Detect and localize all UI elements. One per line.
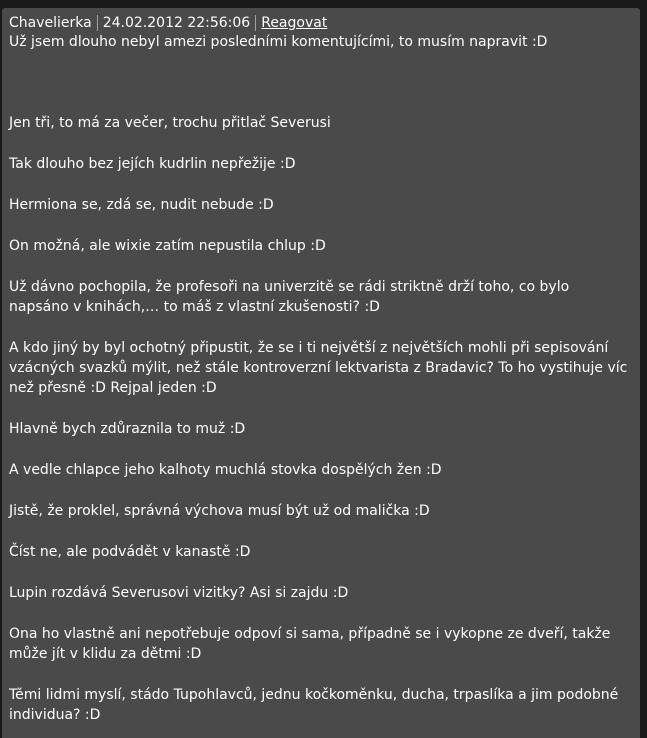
comment-paragraph: Tak dlouho bez jejích kudrlin nepřežije :D	[9, 156, 296, 172]
comment-paragraph: A vedle chlapce jeho kalhoty muchlá stovka dospělých žen :D	[9, 462, 442, 478]
comment-box	[2, 8, 640, 738]
comment-paragraph: On možná, ale wixie zatím nepustila chlup :D	[9, 238, 326, 254]
comment-paragraph: Jen tři, to má za večer, trochu přitlač Severusi	[9, 115, 331, 131]
header-divider	[97, 15, 98, 31]
comment-paragraph: Lupin rozdává Severusovi vizitky? Asi si zajdu :D	[9, 585, 349, 601]
comment-paragraph: Už dávno pochopila, že profesoři na univerzitě se rádi striktně drží toho, co bylo napsáno v knihách,… to máš z vlastní zkušenosti? :D	[9, 279, 570, 315]
comment-header	[9, 14, 632, 32]
comment-paragraph: Hlavně bych zdůraznila to muž :D	[9, 421, 246, 437]
header-divider	[255, 15, 256, 31]
comment-body	[9, 32, 632, 725]
comment-paragraph: Hermiona se, zdá se, nudit nebude :D	[9, 197, 274, 213]
reply-link[interactable]: Reagovat	[261, 15, 328, 31]
comment-paragraph: A kdo jiný by byl ochotný připustit, že se i ti největší z největších mohli při sepisování vzácných svazků mýlit, než stále kontroverzní lektvarista z Bradavic? To ho vystihuje víc než přesně :D Rejpal jeden :D	[9, 340, 628, 396]
comment-paragraph: Těmi lidmi myslí, stádo Tupohlavců, jednu kočkoměnku, ducha, trpaslíka a jim podobné individua? :D	[9, 687, 619, 723]
comment-author: Chavelierka	[9, 15, 92, 31]
comment-paragraph: Ona ho vlastně ani nepotřebuje odpoví si sama, případně se i vykopne ze dveří, takže může jít v klidu za dětmi :D	[9, 626, 611, 662]
comment-paragraph: Číst ne, ale podvádět v kanastě :D	[9, 544, 251, 560]
comment-paragraph: Jistě, že proklel, správná výchova musí být už od malička :D	[9, 503, 430, 519]
comment-paragraph: Už jsem dlouho nebyl amezi posledními komentujícími, to musím napravit :D	[9, 34, 548, 50]
comment-datetime: 24.02.2012 22:56:06	[102, 15, 251, 31]
